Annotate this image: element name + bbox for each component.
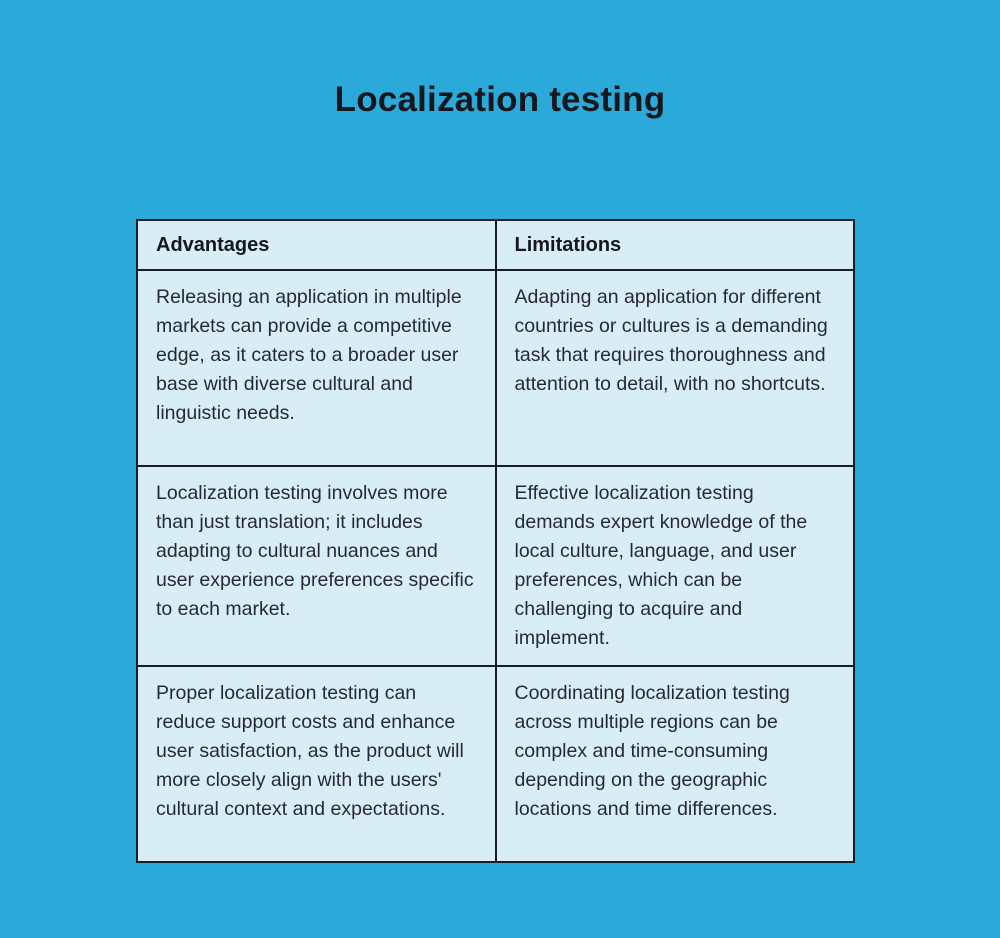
cell-advantages-2: Localization testing involves more than just translation; it includes adapting to cultural nuances and user experience preferences specific to each market. <box>137 466 496 666</box>
cell-advantages-1: Releasing an application in multiple markets can provide a competitive edge, as it caters to a broader user base with diverse cultural and linguistic needs. <box>137 270 496 466</box>
cell-advantages-3: Proper localization testing can reduce support costs and enhance user satisfaction, as the product will more closely align with the users' cultural context and expectations. <box>137 666 496 862</box>
comparison-table <box>136 219 855 863</box>
header-row <box>137 220 854 270</box>
column-header-limitations: Limitations <box>496 220 855 270</box>
table-row <box>137 666 854 862</box>
table-header <box>137 220 854 270</box>
cell-limitations-3: Coordinating localization testing across multiple regions can be complex and time-consuming depending on the geographic locations and time differences. <box>496 666 855 862</box>
cell-limitations-2: Effective localization testing demands expert knowledge of the local culture, language, and user preferences, which can be challenging to acquire and implement. <box>496 466 855 666</box>
table-row <box>137 270 854 466</box>
table-row <box>137 466 854 666</box>
column-header-advantages: Advantages <box>137 220 496 270</box>
table-body <box>137 270 854 862</box>
page-title: Localization testing <box>334 80 666 119</box>
cell-limitations-1: Adapting an application for different countries or cultures is a demanding task that requires thoroughness and attention to detail, with no shortcuts. <box>496 270 855 466</box>
